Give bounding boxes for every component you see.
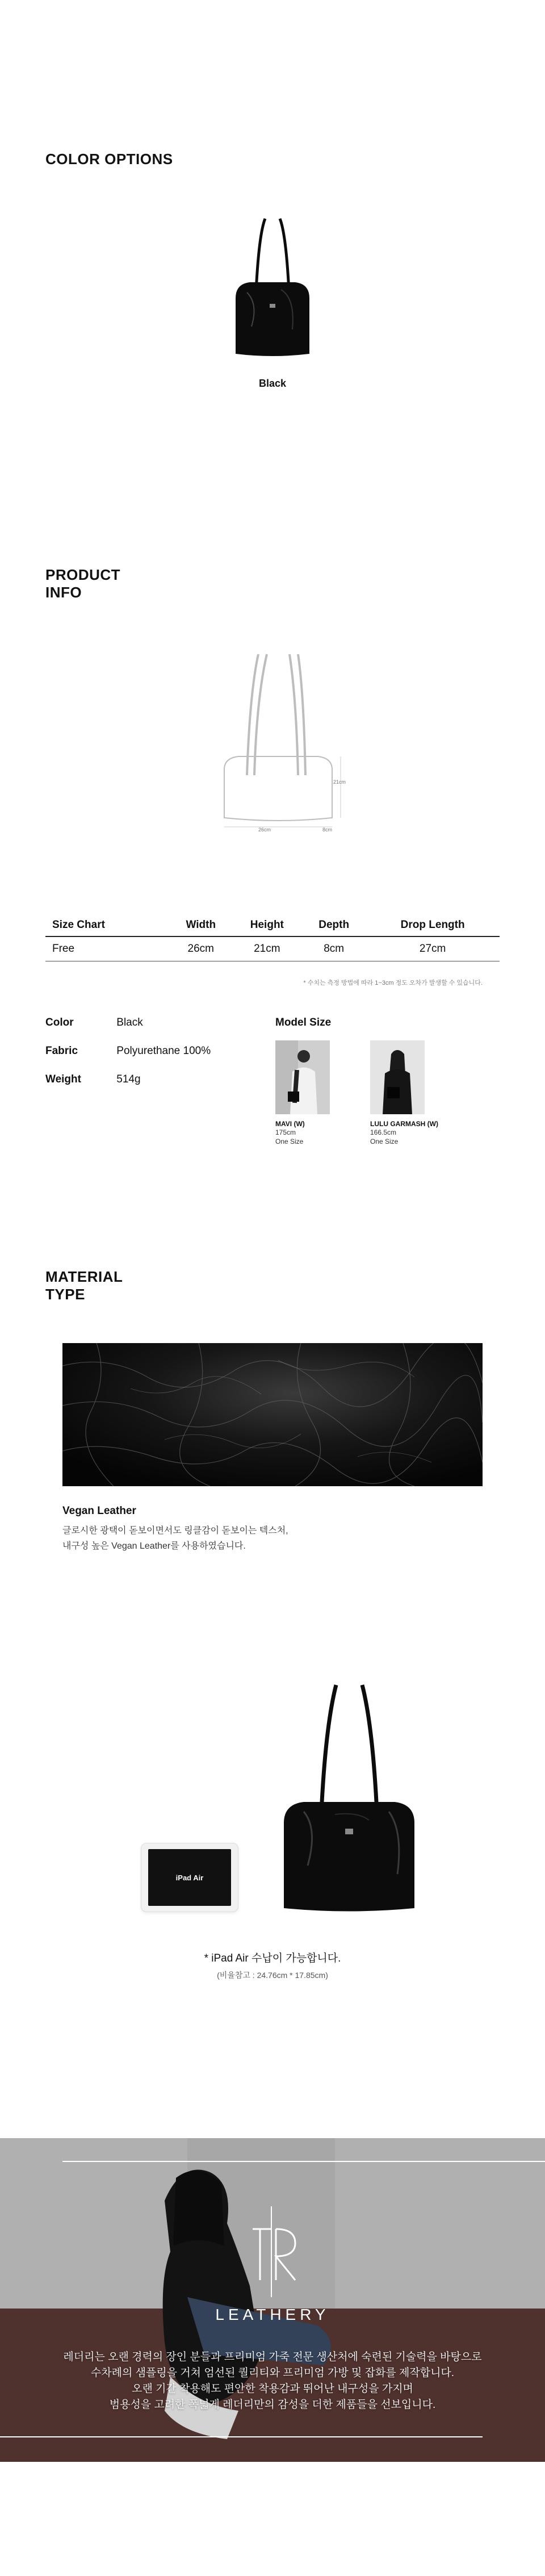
width-header: Width — [170, 915, 232, 936]
leather-texture-image — [62, 1343, 483, 1486]
brand-top-rule — [62, 2161, 545, 2162]
model-photo — [275, 1040, 330, 1114]
model-name: MAVI (W) — [275, 1120, 305, 1128]
model-photo — [370, 1040, 425, 1114]
table-row — [45, 936, 500, 961]
spec-value: Polyurethane 100% — [116, 1045, 211, 1057]
bag-dimension-diagram — [216, 647, 352, 835]
model-height: 166.5cm — [370, 1128, 397, 1136]
size-cell: Free — [45, 936, 170, 961]
brand-description: 레더리는 오랜 경력의 장인 분들과 프리미엄 가죽 전문 생산처에 숙련된 기술력을 바탕으로 수차례의 샘플링을 거쳐 엄선된 퀄리티와 프리미엄 가방 및 잡화를 제작합니다. 오랜 기간 착용해도 편안한 착용감과 뛰어난 내구성을 가지며 범용성을 고려한 폭넓게 레더리만의 감성을 더한 제품들을 선보입니다. — [63, 2351, 482, 2411]
drop-length-cell: 27cm — [366, 936, 500, 961]
spec-color — [45, 1017, 143, 1029]
model-size: One Size — [275, 1138, 304, 1145]
width-cell: 26cm — [170, 936, 232, 961]
color-option-label: Black — [258, 378, 287, 389]
depth-cell: 8cm — [302, 936, 366, 961]
depth-header: Depth — [302, 915, 366, 936]
drop-length-header: Drop Length — [366, 915, 500, 936]
measurement-note: * 수치는 측정 방법에 따라 1~3cm 정도 오차가 발생할 수 있습니다. — [303, 980, 483, 986]
ipad-fit-note: * iPad Air 수납이 가능합니다. — [204, 1952, 341, 1964]
size-chart-header-row — [45, 915, 500, 936]
diagram-height-label: 21cm — [333, 779, 346, 785]
model-card-lulu — [370, 1040, 438, 1146]
brand-bottom-rule — [0, 2436, 483, 2437]
material-type-title: MATERIAL TYPE — [45, 1268, 123, 1303]
brand-banner — [0, 2138, 545, 2462]
material-name: Vegan Leather — [62, 1505, 136, 1517]
ipad-screen-label: iPad Air — [148, 1849, 231, 1906]
bag-large-image — [272, 1678, 426, 1917]
brand-wordmark: LEATHERY — [215, 2306, 330, 2323]
model-name: LULU GARMASH (W) — [370, 1120, 438, 1128]
color-options-title: COLOR OPTIONS — [45, 150, 173, 168]
height-cell: 21cm — [232, 936, 302, 961]
spec-fabric — [45, 1045, 211, 1057]
spec-key: Color — [45, 1017, 74, 1028]
product-info-title: PRODUCT INFO — [45, 566, 121, 601]
brand-background-photo — [0, 2138, 545, 2462]
model-size-title: Model Size — [275, 1017, 332, 1028]
spec-key: Fabric — [45, 1045, 78, 1057]
size-chart-table — [45, 915, 500, 961]
spec-key: Weight — [45, 1073, 81, 1085]
diagram-depth-label: 8cm — [322, 827, 333, 833]
model-height: 175cm — [275, 1128, 296, 1136]
bag-black-thumbnail[interactable] — [224, 213, 321, 361]
size-chart-header: Size Chart — [45, 915, 170, 936]
spec-value: 514g — [116, 1073, 141, 1085]
ipad-size-reference: (비율참고 : 24.76cm * 17.85cm) — [217, 1971, 328, 1980]
model-size: One Size — [370, 1138, 399, 1145]
height-header: Height — [232, 915, 302, 936]
material-description: 글로시한 광택이 돋보이면서도 링클감이 돋보이는 텍스처, 내구성 높은 Vegan Leather를 사용하였습니다. — [62, 1526, 288, 1551]
ipad-illustration — [141, 1843, 238, 1912]
model-card-mavi — [275, 1040, 343, 1146]
spec-weight — [45, 1073, 141, 1086]
spec-value: Black — [116, 1017, 143, 1028]
brand-monogram-logo — [238, 2206, 307, 2297]
diagram-width-label: 26cm — [258, 827, 271, 833]
